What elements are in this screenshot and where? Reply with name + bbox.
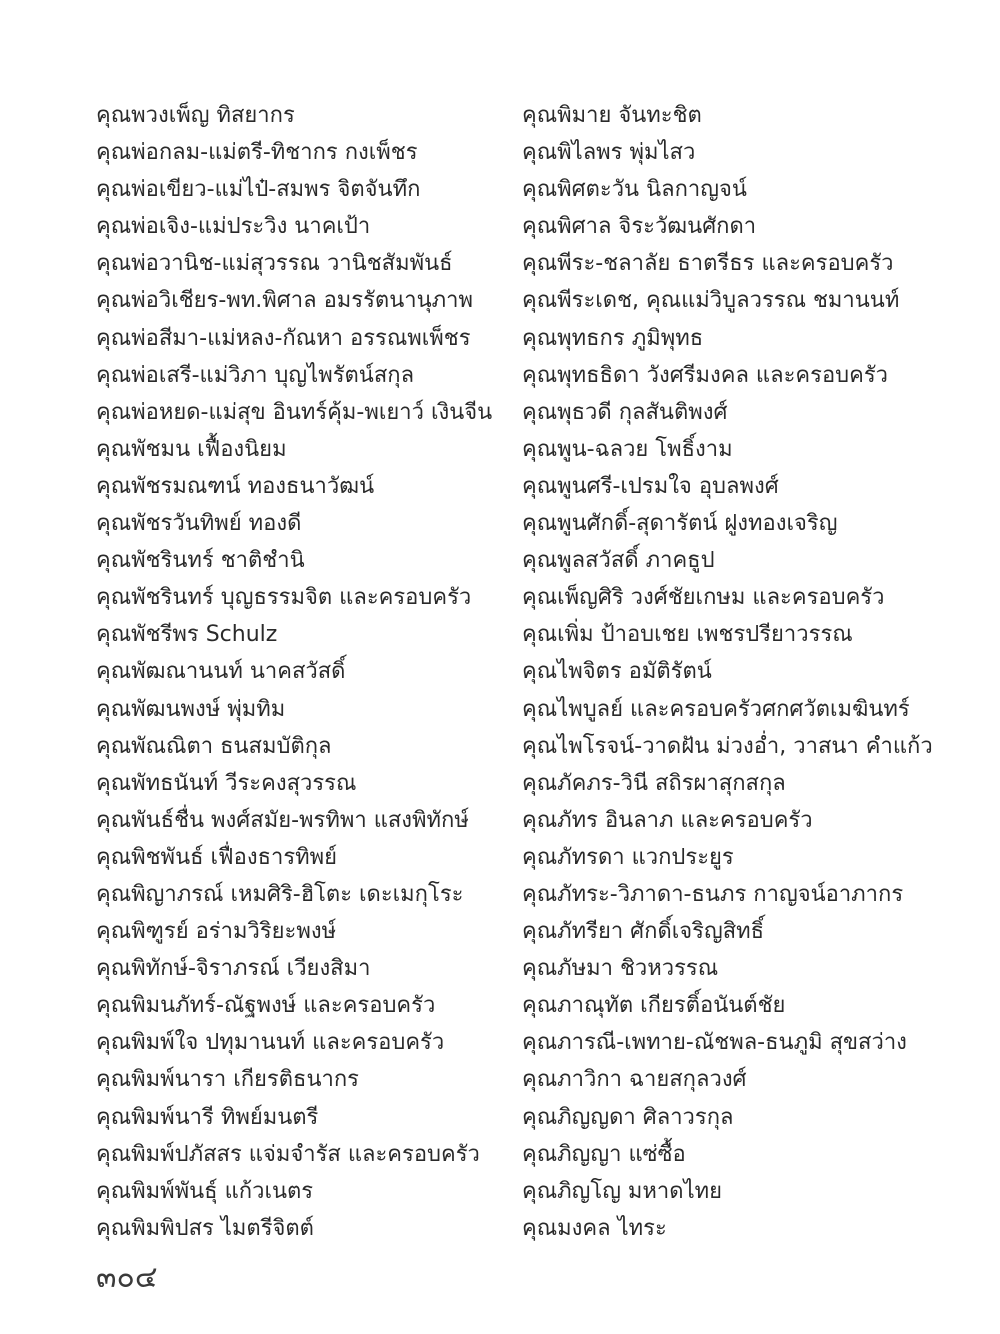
right-name-list-item: คุณพูน-ฉลวย โพธิ์งาม <box>522 436 733 462</box>
left-name-list-item: คุณพิมพ์นารี ทิพย์มนตรี <box>96 1104 319 1130</box>
left-name-column <box>96 97 506 1247</box>
left-name-list-item: คุณพันธ์ชื่น พงศ์สมัย-พรทิพา แสงพิทักษ์ <box>96 807 469 833</box>
page-number: ๓๐๔ <box>96 1260 158 1295</box>
left-name-list-item: คุณพิชพันธ์ เฟื่องธารทิพย์ <box>96 844 338 870</box>
right-name-list-item: คุณภารณี-เพทาย-ณัชพล-ธนภูมิ สุขสว่าง <box>522 1030 907 1056</box>
left-name-list-item: คุณพัฒนพงษ์ พุ่มทิม <box>96 696 286 722</box>
right-name-list-item: คุณพุธวดี กุลสันติพงศ์ <box>522 399 728 425</box>
right-name-list-item: คุณภัทรดา แวกประยูร <box>522 844 734 870</box>
left-name-list-item: คุณพิฑูรย์ อร่ามวิริยะพงษ์ <box>96 919 337 945</box>
right-name-column <box>522 97 962 1247</box>
left-name-list-item: คุณพวงเพ็ญ ทิสยากร <box>96 103 295 128</box>
left-name-list-item: คุณพ่อวานิช-แม่สุวรรณ วานิชสัมพันธ์ <box>96 251 453 277</box>
right-name-list-item: คุณไพโรจน์-วาดฝัน ม่วงอ่ำ, วาสนา คำแก้ว <box>522 733 933 759</box>
right-name-list-item: คุณภัทระ-วิภาดา-ธนภร กาญจน์อาภากร <box>522 881 904 907</box>
left-name-list-item: คุณพ่อเจิง-แม่ประวิง นาคเป้า <box>96 214 371 240</box>
left-name-list-item: คุณพิมพ์ใจ ปทุมานนท์ และครอบครัว <box>96 1030 445 1056</box>
left-name-list-item: คุณพัทธนันท์ วีระคงสุวรรณ <box>96 770 357 796</box>
right-name-list-item: คุณเพ็ญศิริ วงศ์ชัยเกษม และครอบครัว <box>522 585 885 611</box>
left-name-list-item: คุณพัชรมณฑน์ ทองธนาวัฒน์ <box>96 473 375 499</box>
right-name-list-item: คุณพีระเดช, คุณแม่วิบูลวรรณ ชมานนท์ <box>522 288 900 314</box>
left-name-list-item: คุณพ่อสีมา-แม่หลง-กัณหา อรรณพเพ็ชร <box>96 325 471 351</box>
right-name-list-item: คุณพูนศักดิ์-สุดารัตน์ ฝูงทองเจริญ <box>522 511 838 537</box>
left-name-list-item: คุณพัณณิตา ธนสมบัติกุล <box>96 733 332 759</box>
right-name-list-item: คุณภัทร อินลาภ และครอบครัว <box>522 807 813 833</box>
right-name-list-item: คุณมงคล ไทระ <box>522 1215 667 1241</box>
left-name-list-item: คุณพิญาภรณ์ เหมศิริ-ฮิโตะ เดะเมกุโระ <box>96 881 464 907</box>
left-name-list-item: คุณพัฒณานนท์ นาคสวัสดิ์ <box>96 659 346 685</box>
right-name-list-item: คุณไพจิตร อมัติรัตน์ <box>522 659 712 685</box>
right-name-list-item: คุณพูนศรี-เปรมใจ อุบลพงศ์ <box>522 473 779 499</box>
right-name-list-item: คุณภัทรียา ศักดิ์เจริญสิทธิ์ <box>522 919 765 945</box>
left-name-list-item: คุณพ่อเสรี-แม่วิภา บุญไพรัตน์สกุล <box>96 362 415 388</box>
right-name-list-item: คุณไพบูลย์ และครอบครัวศกศวัตเมฆินทร์ <box>522 696 910 722</box>
left-name-list-item: คุณพัชรินทร์ ชาติชำนิ <box>96 548 305 574</box>
left-name-list-item: คุณพ่อหยด-แม่สุข อินทร์คุ้ม-พเยาว์ เงินจีน <box>96 399 493 425</box>
right-name-list-item: คุณพุทธกร ภูมิพุทธ <box>522 325 704 351</box>
right-name-list-item: คุณพิศตะวัน นิลกาญจน์ <box>522 177 747 203</box>
left-name-list-item: คุณพิมพิปสร ไมตรีจิตต์ <box>96 1215 314 1241</box>
right-name-list-item: คุณภัษมา ชิวหวรรณ <box>522 956 719 982</box>
left-name-list-item: คุณพิมนภัทร์-ณัฐพงษ์ และครอบครัว <box>96 993 436 1019</box>
right-name-list-item: คุณภาณุทัต เกียรติ์อนันต์ชัย <box>522 993 786 1019</box>
right-name-list-item: คุณภิญญดา ศิลาวรกุล <box>522 1104 734 1130</box>
left-name-list-item: คุณพัชรีพร Schulz <box>96 622 278 648</box>
right-name-list-item: คุณพุทธธิดา วังศรีมงคล และครอบครัว <box>522 362 889 388</box>
right-name-list-item: คุณภิญโญ มหาดไทย <box>522 1178 723 1204</box>
right-name-list-item: คุณเพิ่ม ป้าอบเชย เพชรปรียาวรรณ <box>522 622 853 648</box>
left-name-list-item: คุณพัชมน เฟื้องนิยม <box>96 436 287 462</box>
right-name-list-item: คุณพีระ-ชลาลัย ธาตรีธร และครอบครัว <box>522 251 894 277</box>
left-name-list-item: คุณพ่อเขียว-แม่ไป๋-สมพร จิตจันทึก <box>96 177 421 203</box>
left-name-list-item: คุณพัชรินทร์ บุญธรรมจิต และครอบครัว <box>96 585 472 611</box>
right-name-list-item: คุณภัคภร-วินี สถิรผาสุกสกุล <box>522 770 786 796</box>
right-name-list-item: คุณพิไลพร พุ่มไสว <box>522 140 696 166</box>
right-name-list-item: คุณภาวิกา ฉายสกุลวงศ์ <box>522 1067 747 1093</box>
right-name-list-item: คุณภิญญา แซ่ซื้อ <box>522 1141 686 1167</box>
left-name-list-item: คุณพัชรวันทิพย์ ทองดี <box>96 511 302 537</box>
right-name-list-item: คุณพูลสวัสดิ์ ภาคธูป <box>522 548 715 574</box>
left-name-list-item: คุณพ่อวิเชียร-พท.พิศาล อมรรัตนานุภาพ <box>96 288 474 314</box>
left-name-list-item: คุณพิมพ์พันธุ์ แก้วเนตร <box>96 1178 314 1204</box>
left-name-list-item: คุณพิมพ์นารา เกียรติธนากร <box>96 1067 359 1093</box>
right-name-list-item: คุณพิมาย จันทะชิต <box>522 103 702 128</box>
left-name-list-item: คุณพิทักษ์-จิราภรณ์ เวียงสิมา <box>96 956 371 982</box>
right-name-list-item: คุณพิศาล จิระวัฒนศักดา <box>522 214 757 240</box>
left-name-list-item: คุณพ่อกลม-แม่ตรี-ทิชากร กงเพ็ชร <box>96 140 418 166</box>
left-name-list-item: คุณพิมพ์ปภัสสร แจ่มจำรัส และครอบครัว <box>96 1141 480 1167</box>
